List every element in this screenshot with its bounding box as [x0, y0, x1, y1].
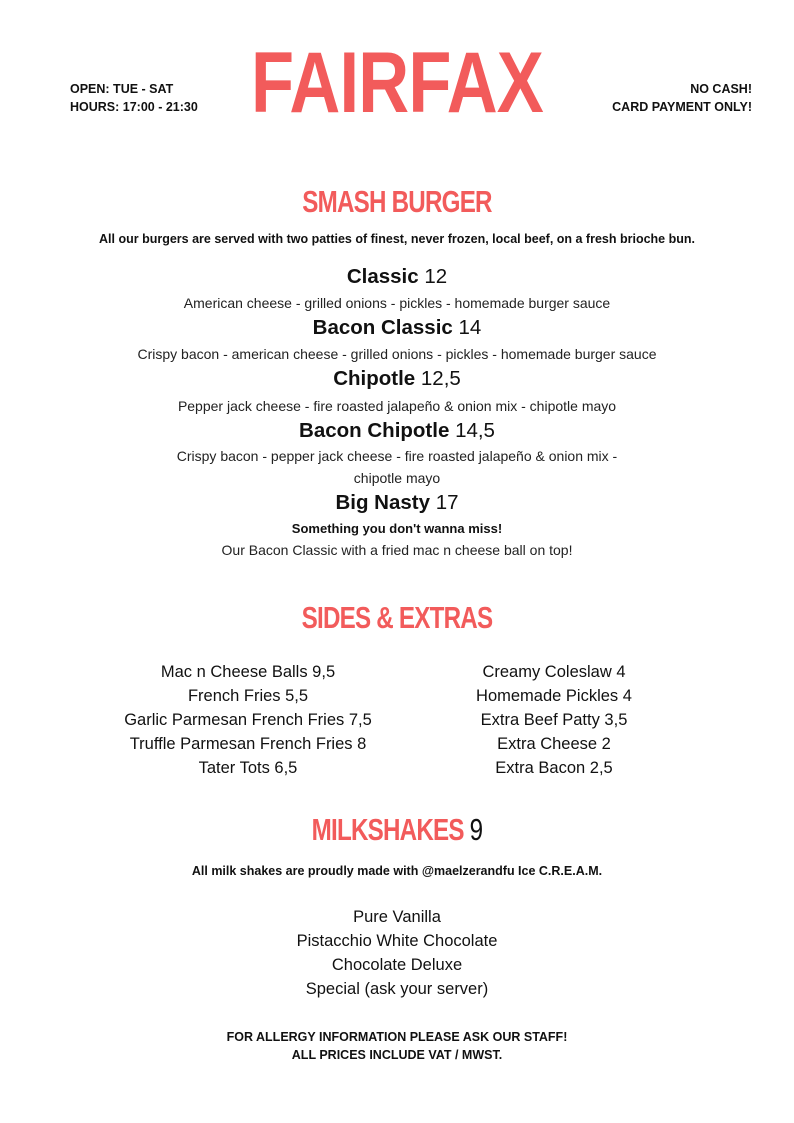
- menu-item-name: [0, 366, 794, 392]
- side-item: Mac n Cheese Balls 9,5: [160, 663, 336, 681]
- menu-item-desc: Crispy bacon - american cheese - grilled onions - pickles - homemade burger sauce: [137, 346, 657, 362]
- milkshake-item: Pure Vanilla: [353, 908, 441, 926]
- footer-notes: [0, 1028, 794, 1064]
- payment-line-1: NO CASH!: [690, 82, 752, 96]
- item-price: 14,5: [455, 419, 495, 442]
- side-item: Homemade Pickles 4: [476, 687, 632, 705]
- burgers-intro: All our burgers are served with two patties of finest, never frozen, local beef, on a fresh brioche bun.: [99, 232, 695, 246]
- menu-item-desc: American cheese - grilled onions - pickles - homemade burger sauce: [183, 295, 611, 311]
- item-price: 14: [458, 316, 482, 339]
- menu-item-desc: Crispy bacon - pepper jack cheese - fire roasted jalapeño & onion mix -: [176, 448, 618, 464]
- allergy-note: FOR ALLERGY INFORMATION PLEASE ASK OUR STAFF!: [226, 1030, 568, 1044]
- item-title: Bacon Chipotle: [299, 419, 450, 442]
- milkshake-item: Chocolate Deluxe: [331, 956, 463, 974]
- item-title: Big Nasty: [335, 491, 431, 514]
- milkshakes-title-row: [87, 810, 706, 850]
- item-price: 12,5: [420, 367, 461, 390]
- menu-item-desc: Pepper jack cheese - fire roasted jalapeño & onion mix - chipotle mayo: [177, 398, 617, 414]
- restaurant-logo: FAIRFAX: [250, 35, 544, 131]
- item-price: 17: [435, 491, 459, 514]
- burgers-title: SMASH BURGER: [302, 184, 492, 219]
- side-item: Extra Cheese 2: [497, 735, 611, 753]
- vat-note: ALL PRICES INCLUDE VAT / MWST.: [291, 1048, 503, 1062]
- menu-item-name: [0, 315, 794, 341]
- side-item: Extra Bacon 2,5: [495, 759, 613, 777]
- item-price: 12: [424, 265, 448, 288]
- side-item: Creamy Coleslaw 4: [482, 663, 626, 681]
- side-item: Truffle Parmesan French Fries 8: [129, 735, 367, 753]
- sides-title: SIDES & EXTRAS: [301, 600, 493, 635]
- payment-line-2: CARD PAYMENT ONLY!: [612, 100, 752, 114]
- open-days: OPEN: TUE - SAT: [70, 82, 174, 96]
- opening-hours: HOURS: 17:00 - 21:30: [70, 100, 198, 114]
- menu-item-name: [0, 264, 794, 290]
- item-title: Bacon Classic: [312, 316, 453, 339]
- menu-item-desc: Our Bacon Classic with a fried mac n cheese ball on top!: [221, 542, 573, 558]
- side-item: French Fries 5,5: [187, 687, 309, 705]
- side-item: Tater Tots 6,5: [198, 759, 298, 777]
- payment-info: [612, 80, 752, 116]
- item-title: Chipotle: [333, 367, 416, 390]
- menu-item-name: [0, 418, 794, 444]
- side-item: Garlic Parmesan French Fries 7,5: [124, 711, 372, 729]
- milkshakes-title: MILKSHAKES: [311, 812, 464, 847]
- menu-item-desc-cont: chipotle mayo: [353, 470, 441, 486]
- menu-item-name: [0, 490, 794, 516]
- milkshake-item: Pistacchio White Chocolate: [296, 932, 498, 950]
- menu-item-tagline: Something you don't wanna miss!: [291, 521, 503, 536]
- side-item: Extra Beef Patty 3,5: [480, 711, 628, 729]
- item-title: Classic: [346, 265, 419, 288]
- sides-right-column: [404, 660, 704, 780]
- sides-left-column: [98, 660, 398, 780]
- milkshake-list: [0, 905, 794, 1001]
- milkshakes-price: 9: [469, 812, 483, 847]
- milkshakes-intro: All milk shakes are proudly made with @maelzerandfu Ice C.R.E.A.M.: [191, 864, 603, 878]
- milkshake-item: Special (ask your server): [305, 980, 489, 998]
